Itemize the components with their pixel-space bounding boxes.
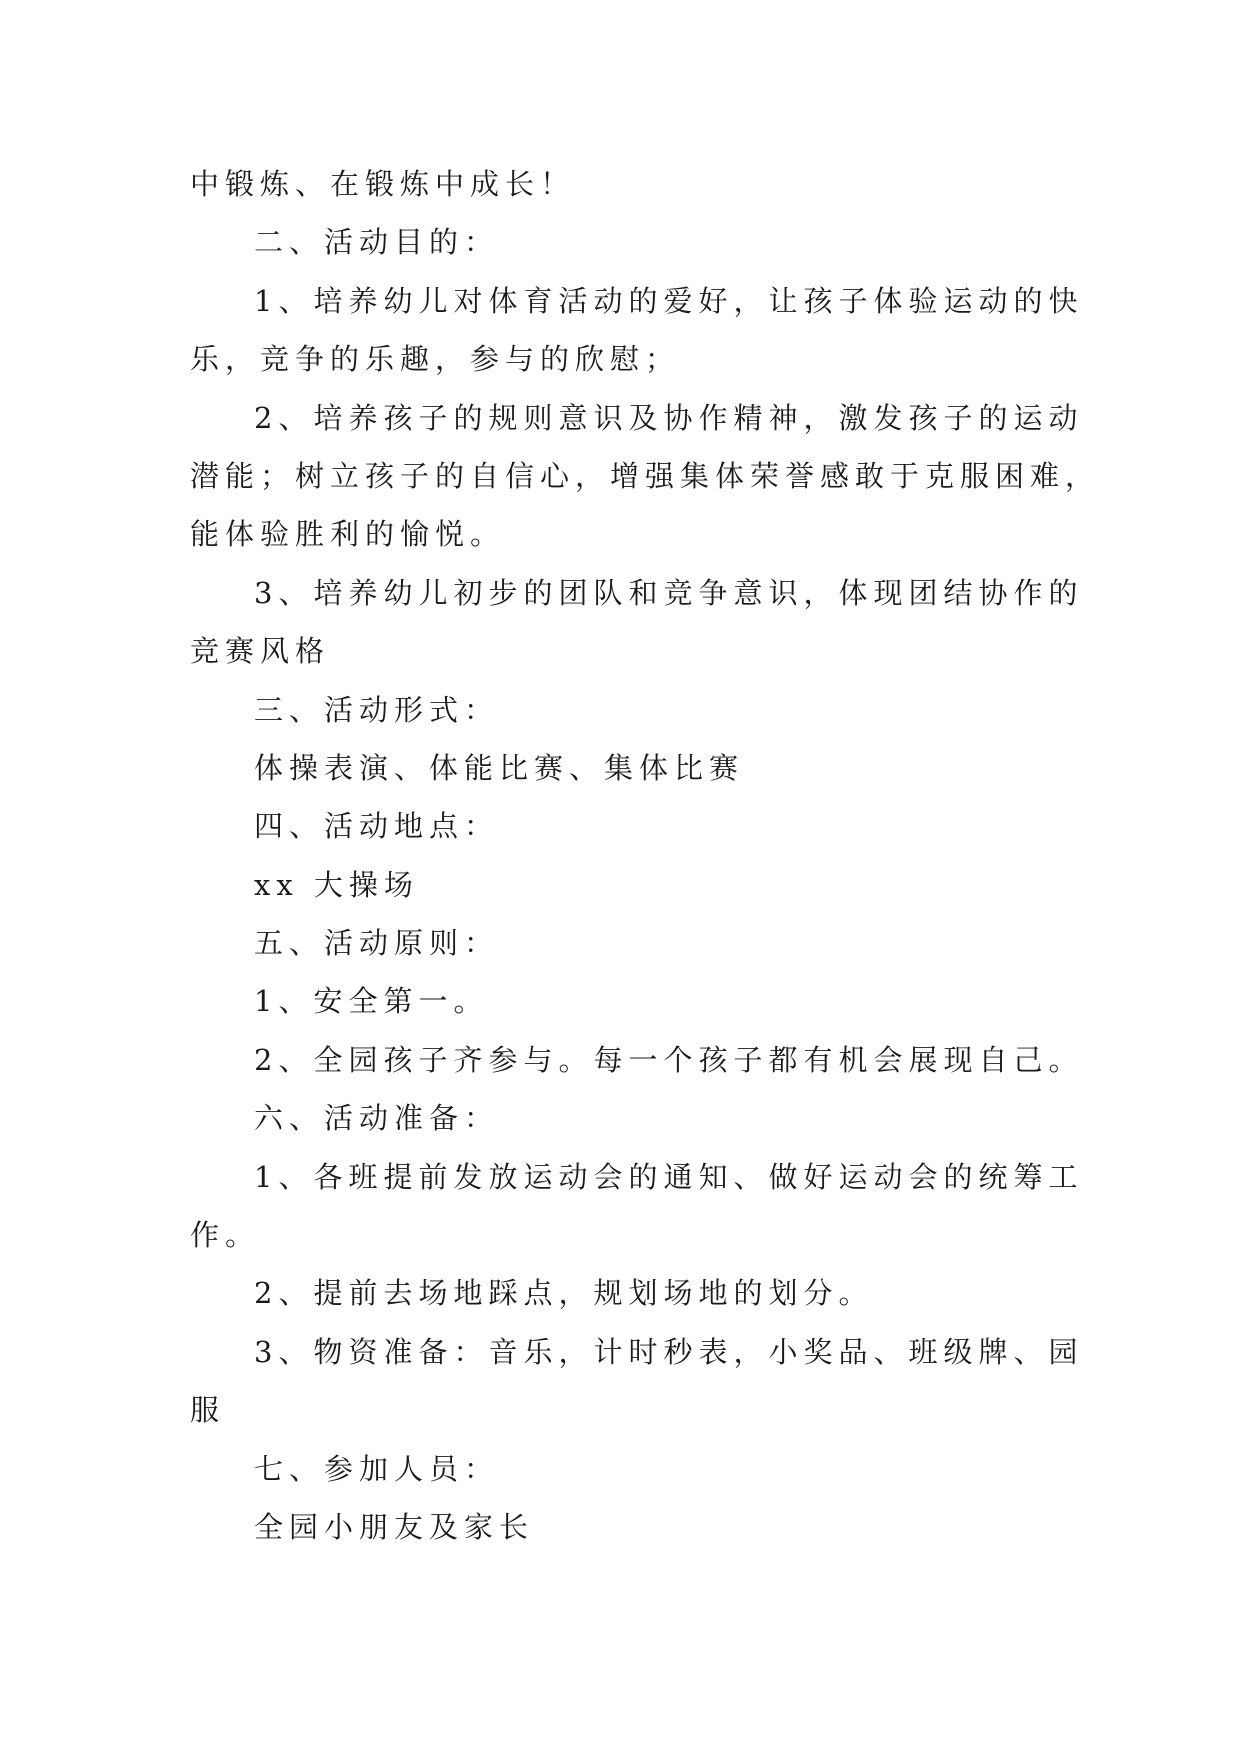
body-line: 2、培养孩子的规则意识及协作精神，激发孩子的运动 (254, 400, 1084, 435)
body-line: 全园小朋友及家长 (254, 1509, 535, 1544)
body-line: 3、物资准备：音乐，计时秒表，小奖品、班级牌、园 (254, 1334, 1084, 1369)
body-line: 2、提前去场地踩点，规划场地的划分。 (254, 1276, 874, 1311)
document-body (190, 155, 1101, 1556)
body-line: 1、培养幼儿对体育活动的爱好，让孩子体验运动的快 (254, 283, 1084, 318)
section-heading: 四、活动地点： (254, 809, 500, 844)
section-heading: 七、参加人员： (254, 1451, 500, 1486)
body-line: xx 大操场 (254, 867, 419, 902)
section-heading: 三、活动形式： (254, 692, 500, 727)
body-line: 潜能；树立孩子的自信心，增强集体荣誉感敢于克服困难， (190, 458, 1101, 493)
body-line: 乐，竞争的乐趣，参与的欣慰； (190, 342, 681, 377)
body-line: 能体验胜利的愉悦。 (190, 517, 506, 552)
body-line: 3、培养幼儿初步的团队和竞争意识，体现团结协作的 (254, 575, 1084, 610)
body-line: 1、安全第一。 (254, 984, 489, 1019)
body-line: 中锻炼、在锻炼中成长！ (190, 167, 576, 201)
section-heading: 二、活动目的： (254, 225, 500, 260)
body-line: 作。 (190, 1218, 261, 1253)
body-line: 竞赛风格 (190, 634, 331, 669)
body-line: 体操表演、体能比赛、集体比赛 (254, 750, 745, 785)
body-line: 2、全园孩子齐参与。每一个孩子都有机会展现自己。 (254, 1042, 1084, 1077)
body-line: 1、各班提前发放运动会的通知、做好运动会的统筹工 (254, 1159, 1084, 1194)
section-heading: 六、活动准备： (254, 1101, 500, 1136)
section-heading: 五、活动原则： (254, 926, 500, 961)
body-line: 服 (190, 1393, 226, 1428)
